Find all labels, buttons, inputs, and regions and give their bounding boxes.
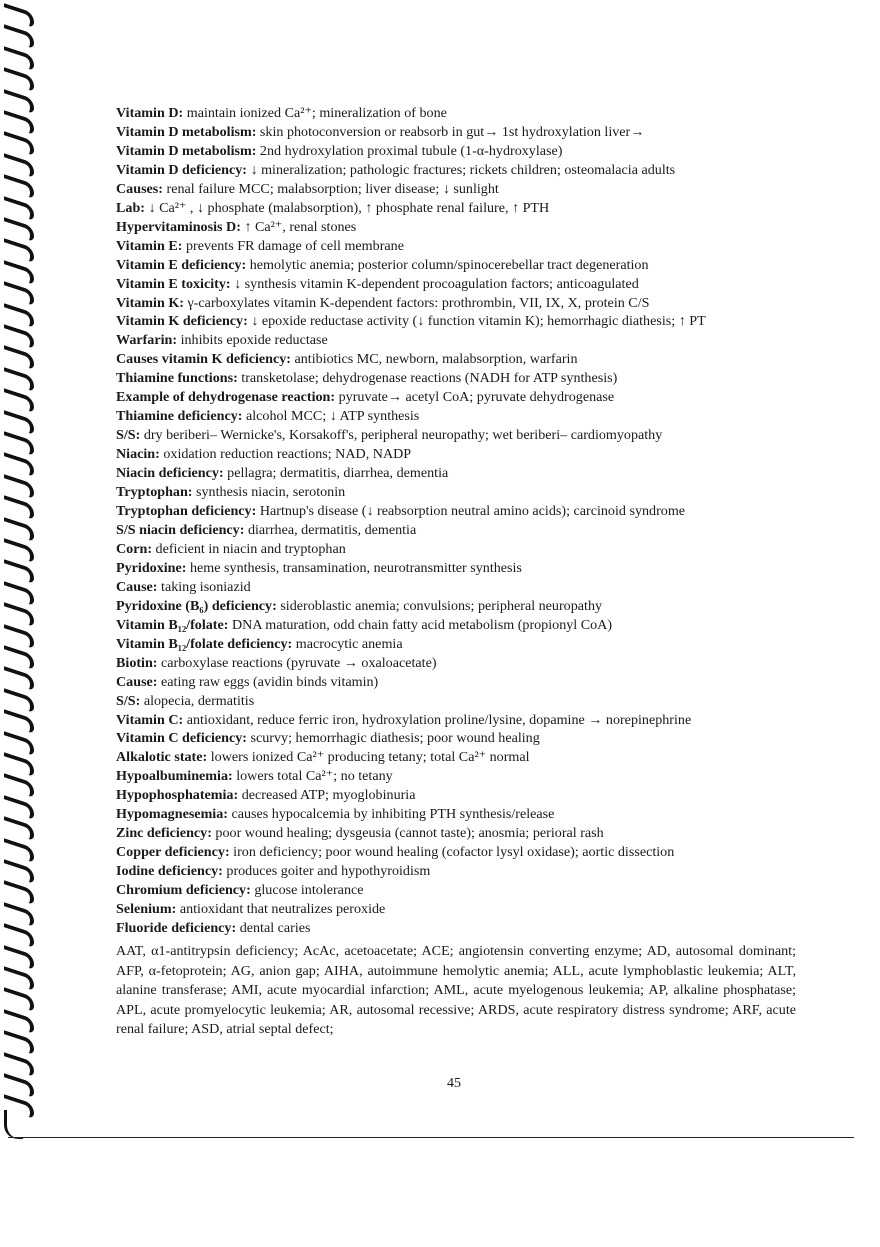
binding-ring [4,688,34,713]
entry-term: Hypervitaminosis D: [116,218,241,235]
entry-term: Vitamin D metabolism: [116,123,257,140]
binding-ring [4,752,34,777]
binding-ring [4,281,34,306]
entry-term: Vitamin C: [116,711,184,728]
entry-text: alopecia, dermatitis [140,692,255,709]
binding-ring [4,217,34,242]
binding-ring [4,367,34,392]
entry-line [116,142,816,161]
binding-ring [4,881,34,906]
entry-text: pyruvate→ acetyl CoA; pyruvate dehydrogenase [335,389,615,406]
entry-line [116,767,816,786]
entry-term: Zinc deficiency: [116,825,212,842]
entry-term: Vitamin B₁₂/folate: [116,616,229,633]
entry-text: diarrhea, dermatitis, dementia [244,521,417,538]
binding-ring [4,431,34,456]
binding-ring [4,774,34,799]
binding-ring [4,174,34,199]
binding-ring [4,538,34,563]
entry-line [116,407,816,426]
entry-line [116,692,816,711]
binding-ring [4,410,34,435]
entry-term: Vitamin D deficiency: [116,161,247,178]
notes-list [116,104,816,938]
entry-text: alcohol MCC; ↓ ATP synthesis [242,408,420,425]
entry-text: pellagra; dermatitis, diarrhea, dementia [223,465,449,482]
binding-ring [4,988,34,1013]
entry-text: carboxylase reactions (pyruvate → oxaloacetate) [157,654,437,671]
entry-text: iron deficiency; poor wound healing (cofactor lysyl oxidase); aortic dissection [229,844,675,861]
entry-line [116,161,816,180]
entry-term: Tryptophan: [116,484,193,501]
entry-text: decreased ATP; myoglobinuria [238,787,416,804]
entry-line [116,919,816,938]
entry-term: Lab: [116,199,145,216]
entry-line [116,654,816,673]
binding-ring [4,816,34,841]
entry-term: Tryptophan deficiency: [116,503,257,520]
binding-ring [4,795,34,820]
entry-term: Hypomagnesemia: [116,806,228,823]
entry-line [116,312,816,331]
entry-text: lowers ionized Ca²⁺ producing tetany; total Ca²⁺ normal [207,749,530,766]
entry-term: Niacin: [116,446,160,463]
entry-line [116,635,816,654]
entry-line [116,900,816,919]
abbreviations-paragraph: AAT, α1-antitrypsin deficiency; AcAc, acetoacetate; ACE; angiotensin converting enzyme; AD, autosomal dominant; AFP, α-fetoprotein; AG, anion gap; AIHA, autoimmune hemolytic anemia; ALL, acute lymphoblastic leukemia; ALT, alanine transferase; AMI, acute myocardial infarction; AML, acute myelogenous leukemia; AP, alkaline phosphatase; APL, acute promyelocytic leukemia; AR, autosomal recessive; ARDS, acute respiratory distress syndrome; ARF, acute renal failure; ASD, atrial septal defect; [116,943,796,1037]
entry-text: ↓ synthesis vitamin K-dependent procoagulation factors; anticoagulated [230,275,639,292]
entry-line [116,350,816,369]
entry-text: deficient in niacin and tryptophan [152,540,346,557]
binding-ring [4,346,34,371]
entry-term: Iodine deficiency: [116,863,223,880]
entry-line [116,805,816,824]
binding-ring [4,859,34,884]
entry-line [116,597,816,616]
entry-term: Vitamin E toxicity: [116,275,231,292]
entry-text: Hartnup's disease (↓ reabsorption neutral amino acids); carcinoid syndrome [256,503,686,520]
binding-ring [4,645,34,670]
entry-text: ↓ epoxide reductase activity (↓ function vitamin K); hemorrhagic diathesis; ↑ PT [247,313,706,330]
entry-text: 2nd hydroxylation proximal tubule (1-α-hydroxylase) [256,142,563,159]
entry-term: Warfarin: [116,332,178,349]
entry-term: Fluoride deficiency: [116,919,237,936]
entry-text: DNA maturation, odd chain fatty acid metabolism (propionyl CoA) [228,616,613,633]
entry-term: S/S niacin deficiency: [116,521,245,538]
entry-line [116,748,816,767]
entry-text: synthesis niacin, serotonin [192,484,346,501]
binding-ring [4,196,34,221]
entry-term: Selenium: [116,901,177,918]
entry-term: Cause: [116,673,158,690]
binding-ring [4,902,34,927]
entry-text: taking isoniazid [157,578,251,595]
binding-ring [4,3,34,28]
entry-term: Vitamin B₁₂/folate deficiency: [116,635,293,652]
entry-line [116,862,816,881]
entry-text: ↑ Ca²⁺, renal stones [240,218,357,235]
entry-line [116,881,816,900]
entry-line [116,502,816,521]
binding-ring [4,581,34,606]
page-bottom-edge [8,1137,854,1138]
entry-term: Copper deficiency: [116,844,230,861]
binding-ring [4,624,34,649]
entry-term: Vitamin D metabolism: [116,142,257,159]
binding-ring [4,602,34,627]
entry-line [116,445,816,464]
entry-term: Thiamine deficiency: [116,408,243,425]
entry-line [116,786,816,805]
entry-text: dental caries [236,919,311,936]
entry-line [116,237,816,256]
entry-term: S/S: [116,427,141,444]
binding-ring [4,132,34,157]
entry-text: heme synthesis, transamination, neurotransmitter synthesis [186,559,522,576]
entry-line [116,729,816,748]
entry-line [116,521,816,540]
entry-line [116,483,816,502]
entry-text: γ-carboxylates vitamin K-dependent factors: prothrombin, VII, IX, X, protein C/S [183,294,650,311]
binding-ring [4,1030,34,1055]
entry-text: ↓ Ca²⁺ , ↓ phosphate (malabsorption), ↑ phosphate renal failure, ↑ PTH [144,199,550,216]
entry-term: Vitamin E deficiency: [116,256,247,273]
binding-ring [4,731,34,756]
binding-ring [4,667,34,692]
entry-term: Vitamin D: [116,105,184,121]
entry-term: Vitamin K deficiency: [116,313,248,330]
entry-text: renal failure MCC; malabsorption; liver disease; ↓ sunlight [162,180,499,197]
entry-line [116,426,816,445]
entry-line [116,275,816,294]
binding-ring [4,945,34,970]
binding-ring [4,153,34,178]
entry-term: Thiamine functions: [116,370,238,387]
entry-text: inhibits epoxide reductase [177,332,328,349]
entry-line [116,616,816,635]
entry-line [116,294,816,313]
entry-term: Cause: [116,578,158,595]
entry-line [116,824,816,843]
entry-line [116,199,816,218]
entry-term: S/S: [116,692,141,709]
entry-term: Pyridoxine (B₆) deficiency: [116,597,277,614]
entry-term: Biotin: [116,654,158,671]
entry-text: eating raw eggs (avidin binds vitamin) [157,673,379,690]
binding-ring [4,560,34,585]
entry-term: Causes: [116,180,163,197]
binding-ring [4,67,34,92]
binding-ring [4,517,34,542]
entry-text: glucose intolerance [250,882,364,899]
entry-term: Hypoalbuminemia: [116,768,233,785]
entry-term: Example of dehydrogenase reaction: [116,389,336,406]
binding-ring [4,25,34,50]
entry-text: produces goiter and hypothyroidism [222,863,431,880]
entry-text: maintain ionized Ca²⁺; mineralization of bone [183,105,447,121]
entry-line [116,578,816,597]
binding-ring [4,474,34,499]
binding-ring [4,1009,34,1034]
spiral-binding [0,0,40,1140]
entry-line [116,256,816,275]
entry-term: Alkalotic state: [116,749,208,766]
entry-line [116,559,816,578]
entry-text: scurvy; hemorrhagic diathesis; poor wound healing [247,730,540,747]
entry-line [116,843,816,862]
page-number: 45 [447,1076,461,1091]
binding-ring [4,709,34,734]
entry-text: antibiotics MC, newborn, malabsorption, warfarin [290,351,578,368]
binding-ring [4,46,34,71]
binding-ring [4,923,34,948]
entry-text: ↓ mineralization; pathologic fractures; rickets children; osteomalacia adults [247,161,676,178]
entry-line [116,369,816,388]
binding-ring [4,89,34,114]
entry-line [116,540,816,559]
entry-line [116,673,816,692]
entry-term: Chromium deficiency: [116,882,251,899]
binding-ring [4,239,34,264]
entry-text: skin photoconversion or reabsorb in gut→ 1st hydroxylation liver→ [256,123,645,140]
entry-text: causes hypocalcemia by inhibiting PTH synthesis/release [227,806,555,823]
binding-ring [4,966,34,991]
binding-ring [4,260,34,285]
entry-text: prevents FR damage of cell membrane [182,237,404,254]
entry-line [116,218,816,237]
entry-text: antioxidant that neutralizes peroxide [176,901,386,918]
entry-line [116,331,816,350]
entry-term: Vitamin C deficiency: [116,730,247,747]
entry-term: Corn: [116,540,153,557]
entry-line [116,711,816,730]
binding-ring [4,303,34,328]
entry-term: Hypophosphatemia: [116,787,239,804]
binding-ring [4,453,34,478]
entry-text: dry beriberi– Wernicke's, Korsakoff's, peripheral neuropathy; wet beriberi– cardiomyopathy [140,427,663,444]
binding-ring [4,324,34,349]
binding-ring [4,110,34,135]
entry-text: transketolase; dehydrogenase reactions (NADH for ATP synthesis) [237,370,618,387]
entry-text: antioxidant, reduce ferric iron, hydroxylation proline/lysine, dopamine → norepinephrine [183,711,692,728]
binding-ring [4,495,34,520]
entry-line [116,123,816,142]
entry-line [116,104,816,123]
binding-ring [4,838,34,863]
entry-text: macrocytic anemia [292,635,403,652]
entry-term: Vitamin K: [116,294,184,311]
entry-text: hemolytic anemia; posterior column/spinocerebellar tract degeneration [246,256,649,273]
entry-term: Vitamin E: [116,237,183,254]
entry-text: sideroblastic anemia; convulsions; peripheral neuropathy [276,597,603,614]
entry-term: Causes vitamin K deficiency: [116,351,291,368]
entry-text: oxidation reduction reactions; NAD, NADP [159,446,412,463]
entry-term: Niacin deficiency: [116,465,224,482]
entry-line [116,180,816,199]
entry-text: poor wound healing; dysgeusia (cannot taste); anosmia; perioral rash [211,825,604,842]
entry-line [116,464,816,483]
entry-term: Pyridoxine: [116,559,187,576]
entry-text: lowers total Ca²⁺; no tetany [232,768,393,785]
entry-line [116,388,816,407]
binding-ring [4,388,34,413]
binding-ring [4,1052,34,1077]
